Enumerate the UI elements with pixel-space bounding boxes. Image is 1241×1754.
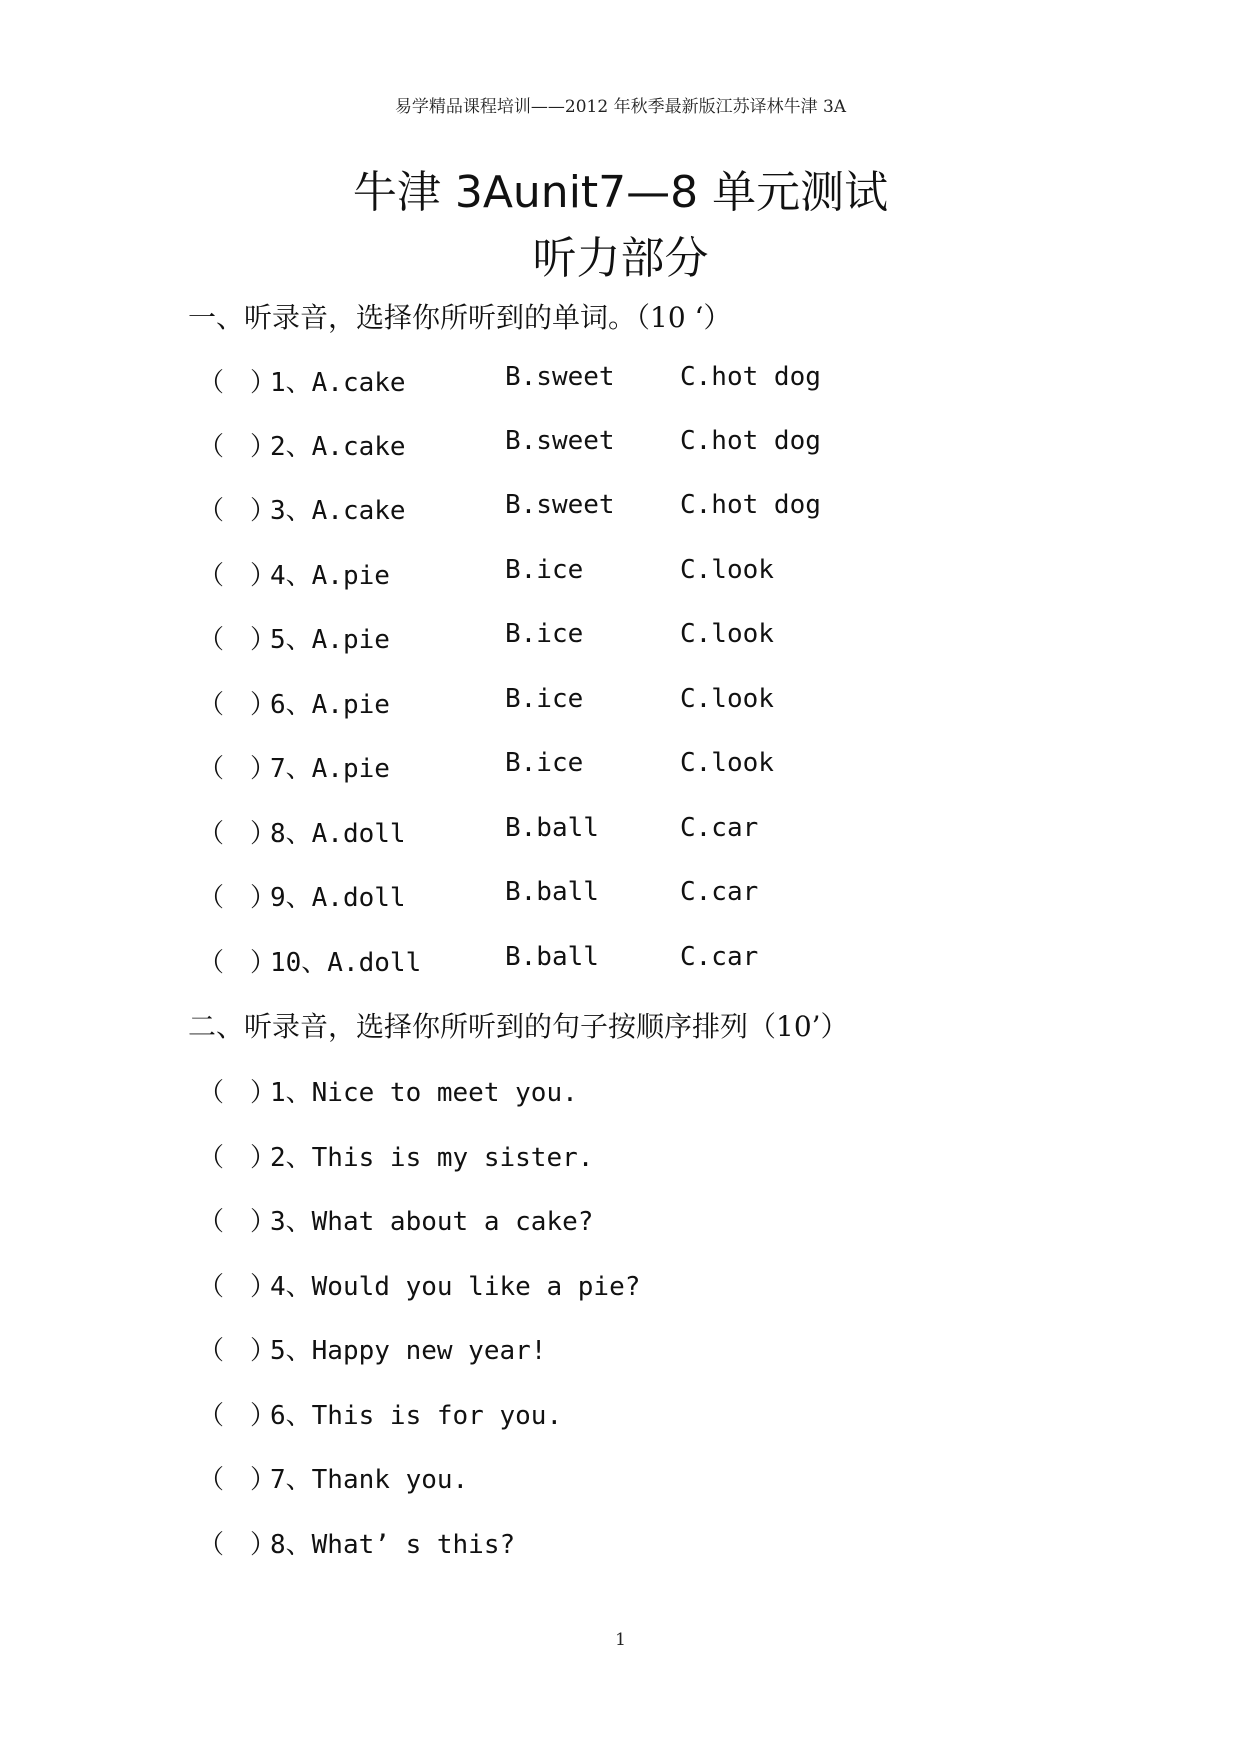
sentence-row [0, 1459, 1241, 1499]
answer-blank[interactable]: （ ） [198, 368, 277, 398]
answer-blank[interactable]: （ ） [198, 625, 277, 655]
option-a: 1、A.cake [270, 368, 406, 398]
answer-blank[interactable]: （ ） [198, 1336, 277, 1366]
option-b: B.ball [505, 877, 599, 907]
answer-blank[interactable]: （ ） [198, 819, 277, 849]
question-row [0, 490, 1241, 530]
answer-blank[interactable]: （ ） [198, 432, 277, 462]
option-a: 7、A.pie [270, 754, 390, 784]
answer-blank[interactable]: （ ） [198, 1530, 277, 1560]
option-a: 8、A.doll [270, 819, 406, 849]
option-b: B.sweet [505, 426, 615, 456]
question-row [0, 362, 1241, 402]
sentence-row [0, 1201, 1241, 1241]
option-c: C.look [680, 619, 774, 649]
sentence-text: 8、What’ s this? [270, 1530, 516, 1560]
option-c: C.hot dog [680, 362, 821, 392]
option-a: 6、A.pie [270, 690, 390, 720]
option-c: C.car [680, 877, 759, 907]
answer-blank[interactable]: （ ） [198, 496, 277, 526]
option-c: C.look [680, 684, 774, 714]
sentence-text: 6、This is for you. [270, 1401, 563, 1431]
option-b: B.ice [505, 619, 584, 649]
answer-blank[interactable]: （ ） [198, 1207, 277, 1237]
question-row [0, 813, 1241, 853]
section1-heading: 一、听录音，选择你所听到的单词。（10 ‘） [188, 301, 732, 334]
header-note: 易学精品课程培训——2012 年秋季最新版江苏译林牛津 3A [394, 97, 847, 117]
option-a: 4、A.pie [270, 561, 390, 591]
sentence-row [0, 1072, 1241, 1112]
question-row [0, 748, 1241, 788]
option-a: 10、A.doll [270, 948, 422, 978]
question-row [0, 942, 1241, 982]
section2-heading: 二、听录音，选择你所听到的句子按顺序排列（10’） [188, 1010, 849, 1043]
question-row [0, 877, 1241, 917]
question-row [0, 619, 1241, 659]
sentence-row [0, 1524, 1241, 1564]
option-b: B.ball [505, 813, 599, 843]
answer-blank[interactable]: （ ） [198, 690, 277, 720]
answer-blank[interactable]: （ ） [198, 883, 277, 913]
page-subtitle: 听力部分 [532, 233, 709, 284]
option-a: 3、A.cake [270, 496, 406, 526]
option-c: C.look [680, 748, 774, 778]
option-b: B.sweet [505, 362, 615, 392]
sentence-text: 3、What about a cake? [270, 1207, 594, 1237]
question-row [0, 684, 1241, 724]
option-c: C.hot dog [680, 490, 821, 520]
sentence-text: 5、Happy new year! [270, 1336, 547, 1366]
sentence-row [0, 1395, 1241, 1435]
sentence-text: 7、Thank you. [270, 1465, 469, 1495]
option-a: 2、A.cake [270, 432, 406, 462]
sentence-row [0, 1266, 1241, 1306]
answer-blank[interactable]: （ ） [198, 1143, 277, 1173]
sentence-text: 1、Nice to meet you. [270, 1078, 578, 1108]
option-a: 9、A.doll [270, 883, 406, 913]
option-b: B.ice [505, 748, 584, 778]
page-title: 牛津 3Aunit7—8 单元测试 [352, 167, 889, 218]
sentence-text: 4、Would you like a pie? [270, 1272, 641, 1302]
option-b: B.sweet [505, 490, 615, 520]
answer-blank[interactable]: （ ） [198, 948, 277, 978]
option-c: C.look [680, 555, 774, 585]
question-row [0, 426, 1241, 466]
option-b: B.ice [505, 684, 584, 714]
page-number: 1 [615, 1630, 626, 1650]
option-b: B.ice [505, 555, 584, 585]
option-b: B.ball [505, 942, 599, 972]
answer-blank[interactable]: （ ） [198, 1078, 277, 1108]
answer-blank[interactable]: （ ） [198, 561, 277, 591]
option-c: C.hot dog [680, 426, 821, 456]
question-row [0, 555, 1241, 595]
option-a: 5、A.pie [270, 625, 390, 655]
answer-blank[interactable]: （ ） [198, 1465, 277, 1495]
answer-blank[interactable]: （ ） [198, 1272, 277, 1302]
sentence-row [0, 1137, 1241, 1177]
answer-blank[interactable]: （ ） [198, 1401, 277, 1431]
sentence-text: 2、This is my sister. [270, 1143, 594, 1173]
sentence-row [0, 1330, 1241, 1370]
answer-blank[interactable]: （ ） [198, 754, 277, 784]
option-c: C.car [680, 813, 759, 843]
option-c: C.car [680, 942, 759, 972]
